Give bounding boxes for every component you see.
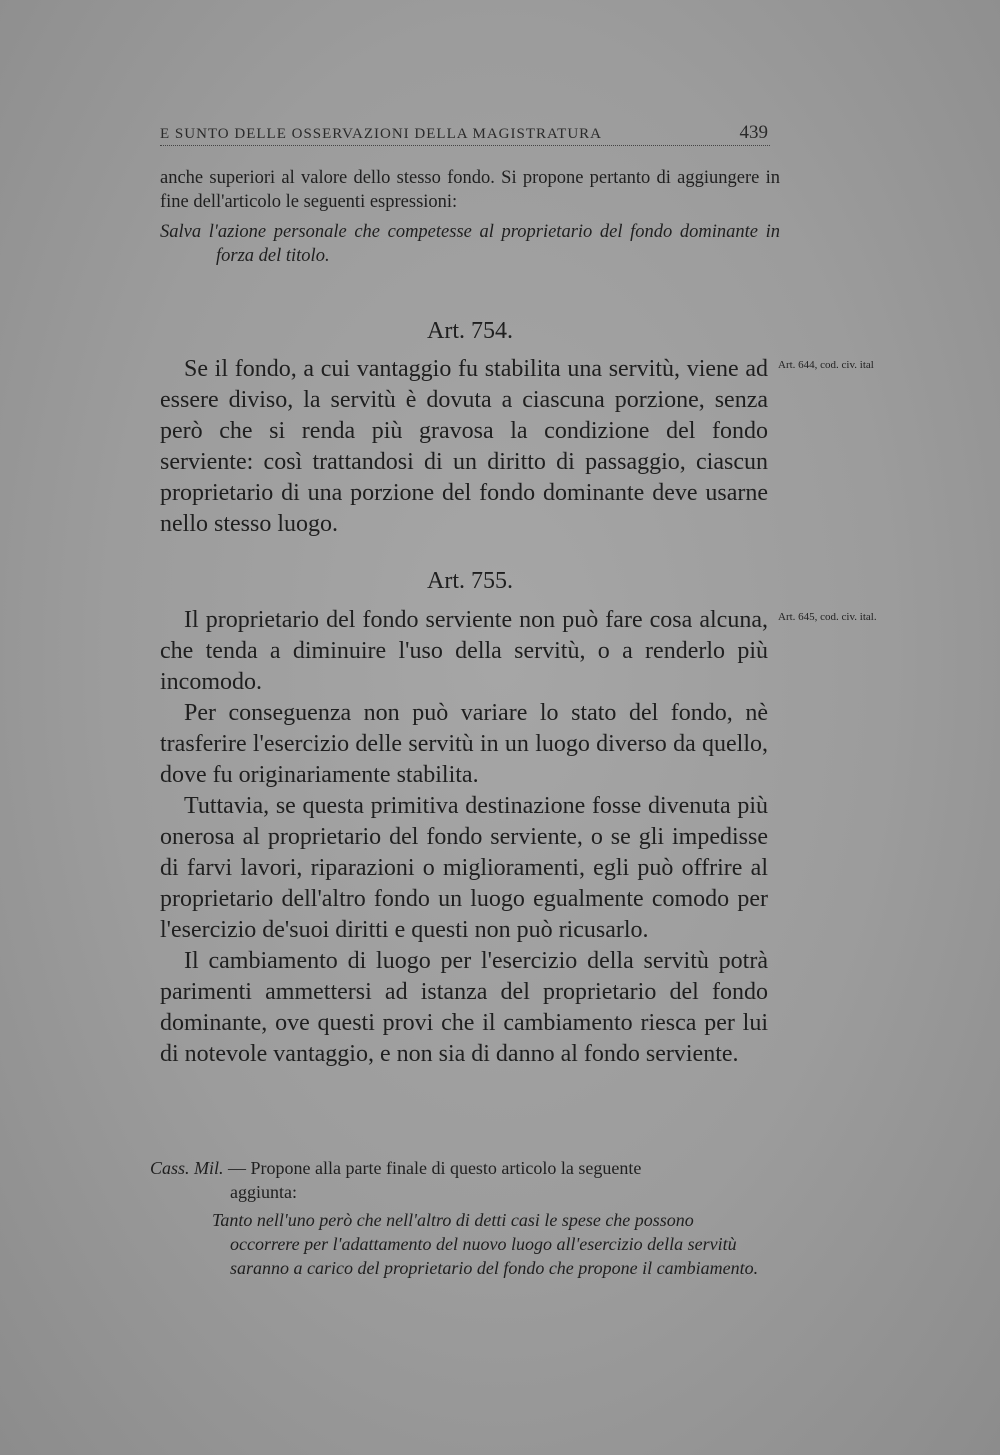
- note-quote: Tanto nell'uno però che nell'altro di detti casi le spese che possono occorrere per l'adattamento del nuovo luogo all'esercizio della servitù saranno a carico del proprietario del fondo che propone il cambiamento.: [212, 1210, 759, 1278]
- note-text: — Propone alla parte finale di questo articolo la seguente: [228, 1158, 642, 1178]
- article-body: [160, 605, 768, 1070]
- page-number: 439: [739, 122, 768, 143]
- magistracy-note: [150, 1156, 760, 1280]
- margin-reference: Art. 645, cod. civ. ital.: [778, 611, 877, 623]
- article-title: Art. 754.: [427, 318, 513, 344]
- article-paragraph: Per conseguenza non può variare lo stato del fondo, nè trasferire l'esercizio delle servitù in un luogo diverso da quello, dove fu originariamente stabilita.: [160, 700, 768, 788]
- article-title: Art. 755.: [427, 568, 513, 594]
- running-header: [160, 122, 770, 146]
- note-source: Cass. Mil.: [150, 1158, 224, 1178]
- running-title: E SUNTO DELLE OSSERVAZIONI DELLA MAGISTRATURA: [160, 126, 602, 142]
- article-paragraph: Se il fondo, a cui vantaggio fu stabilita una servitù, viene ad essere diviso, la servitù è dovuta a ciascuna porzione, senza però che si renda più gravosa la condizione del fondo serviente: così trattandosi di un diritto di passaggio, ciascun proprietario di una porzione del fondo dominante deve usarne nello stesso luogo.: [160, 356, 768, 537]
- article-paragraph: Il cambiamento di luogo per l'esercizio della servitù potrà parimenti ammettersi ad istanza del proprietario del fondo dominante, ove questi provi che il cambiamento riesca per lui di notevole vantaggio, e non sia di danno al fondo serviente.: [160, 948, 768, 1067]
- intro-block: [160, 166, 780, 268]
- intro-quote: Salva l'azione personale che competesse al proprietario del fondo dominante in forza del titolo.: [160, 222, 780, 266]
- article-paragraph: Tuttavia, se questa primitiva destinazione fosse divenuta più onerosa al proprietario del fondo serviente, o se gli impedisse di farvi lavori, riparazioni o miglioramenti, egli può offrire al proprietario dell'altro fondo un luogo egualmente comodo per l'esercizio de'suoi diritti e questi non può ricusarlo.: [160, 793, 768, 943]
- article-body: [160, 354, 768, 540]
- note-text-continued: aggiunta:: [230, 1182, 297, 1202]
- article-paragraph: Il proprietario del fondo serviente non può fare cosa alcuna, che tenda a diminuire l'uso della servitù, o a renderlo più incomodo.: [160, 607, 768, 695]
- margin-reference: Art. 644, cod. civ. ital: [778, 359, 874, 371]
- intro-text: anche superiori al valore dello stesso fondo. Si propone pertanto di aggiungere in fine dell'articolo le seguenti espressioni:: [160, 168, 780, 212]
